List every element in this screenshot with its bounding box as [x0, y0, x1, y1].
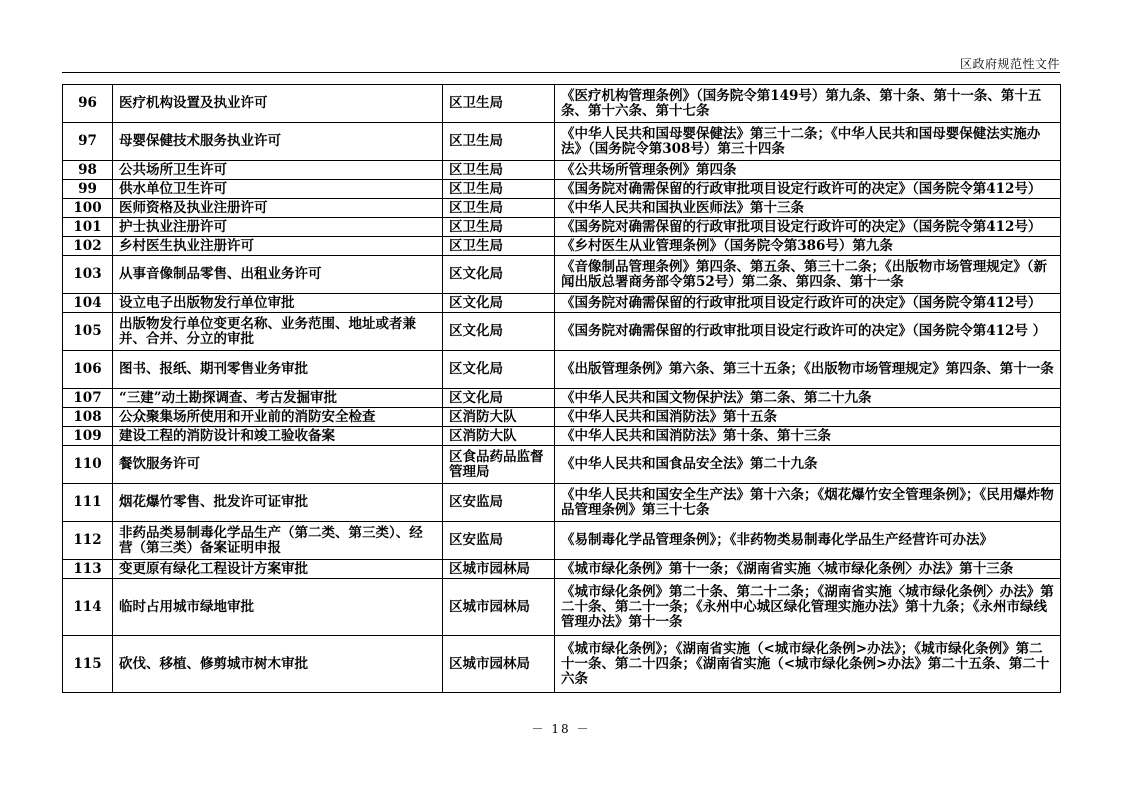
table-row	[63, 313, 1061, 351]
approval-item: 变更原有绿化工程设计方案审批	[113, 560, 443, 579]
department: 区卫生局	[443, 123, 555, 161]
header-divider	[62, 72, 1060, 73]
department: 区卫生局	[443, 199, 555, 218]
approval-items-table	[62, 84, 1061, 693]
row-number: 109	[63, 427, 113, 446]
row-number: 101	[63, 218, 113, 237]
legal-basis: 《中华人民共和国安全生产法》第十六条；《烟花爆竹安全管理条例》；《民用爆炸物品管理条例》第三十七条	[555, 484, 1061, 522]
department: 区文化局	[443, 389, 555, 408]
approval-item: 图书、报纸、期刊零售业务审批	[113, 351, 443, 389]
row-number: 104	[63, 294, 113, 313]
approval-item: 烟花爆竹零售、批发许可证审批	[113, 484, 443, 522]
department: 区城市园林局	[443, 636, 555, 693]
row-number: 108	[63, 408, 113, 427]
legal-basis: 《国务院对确需保留的行政审批项目设定行政许可的决定》（国务院令第412号 ）	[555, 313, 1061, 351]
approval-item: 出版物发行单位变更名称、业务范围、地址或者兼并、合并、分立的审批	[113, 313, 443, 351]
row-number: 111	[63, 484, 113, 522]
table-row	[63, 180, 1061, 199]
legal-basis: 《中华人民共和国食品安全法》第二十九条	[555, 446, 1061, 484]
legal-basis: 《国务院对确需保留的行政审批项目设定行政许可的决定》（国务院令第412号）	[555, 180, 1061, 199]
approval-item: 母婴保健技术服务执业许可	[113, 123, 443, 161]
legal-basis: 《国务院对确需保留的行政审批项目设定行政许可的决定》（国务院令第412号）	[555, 218, 1061, 237]
department: 区卫生局	[443, 85, 555, 123]
row-number: 105	[63, 313, 113, 351]
page-number: － 18 －	[531, 722, 591, 736]
department: 区消防大队	[443, 408, 555, 427]
approval-item: 乡村医生执业注册许可	[113, 237, 443, 256]
department: 区消防大队	[443, 427, 555, 446]
row-number: 113	[63, 560, 113, 579]
legal-basis: 《中华人民共和国母婴保健法》第三十二条；《中华人民共和国母婴保健法实施办法》（国务院令第308号）第三十四条	[555, 123, 1061, 161]
department: 区文化局	[443, 351, 555, 389]
row-number: 102	[63, 237, 113, 256]
row-number: 114	[63, 579, 113, 636]
row-number: 97	[63, 123, 113, 161]
department: 区卫生局	[443, 218, 555, 237]
table-row	[63, 123, 1061, 161]
approval-item: 从事音像制品零售、出租业务许可	[113, 256, 443, 294]
row-number: 107	[63, 389, 113, 408]
approval-item: 供水单位卫生许可	[113, 180, 443, 199]
department: 区文化局	[443, 294, 555, 313]
table-row	[63, 636, 1061, 693]
legal-basis: 《中华人民共和国消防法》第十五条	[555, 408, 1061, 427]
approval-item: 建设工程的消防设计和竣工验收备案	[113, 427, 443, 446]
legal-basis: 《国务院对确需保留的行政审批项目设定行政许可的决定》（国务院令第412号）	[555, 294, 1061, 313]
row-number: 96	[63, 85, 113, 123]
table-row	[63, 579, 1061, 636]
department: 区卫生局	[443, 161, 555, 180]
table-row	[63, 484, 1061, 522]
table-row	[63, 237, 1061, 256]
approval-item: 非药品类易制毒化学品生产（第二类、第三类）、经营（第三类）备案证明申报	[113, 522, 443, 560]
legal-basis: 《中华人民共和国文物保护法》第二条、第二十九条	[555, 389, 1061, 408]
table-row	[63, 256, 1061, 294]
document-type-label: 区政府规范性文件	[959, 57, 1060, 71]
table-row	[63, 560, 1061, 579]
row-number: 99	[63, 180, 113, 199]
table-row	[63, 351, 1061, 389]
table-row	[63, 427, 1061, 446]
row-number: 112	[63, 522, 113, 560]
approval-item: 医师资格及执业注册许可	[113, 199, 443, 218]
table-row	[63, 522, 1061, 560]
table-row	[63, 85, 1061, 123]
department: 区城市园林局	[443, 560, 555, 579]
row-number: 103	[63, 256, 113, 294]
row-number: 98	[63, 161, 113, 180]
legal-basis: 《中华人民共和国执业医师法》第十三条	[555, 199, 1061, 218]
approval-item: 护士执业注册许可	[113, 218, 443, 237]
department: 区食品药品监督管理局	[443, 446, 555, 484]
approval-item: “三建”动土勘探调查、考古发掘审批	[113, 389, 443, 408]
legal-basis: 《公共场所管理条例》第四条	[555, 161, 1061, 180]
legal-basis: 《易制毒化学品管理条例》；《非药物类易制毒化学品生产经营许可办法》	[555, 522, 1061, 560]
table-row	[63, 446, 1061, 484]
approval-item: 临时占用城市绿地审批	[113, 579, 443, 636]
department: 区安监局	[443, 484, 555, 522]
department: 区卫生局	[443, 237, 555, 256]
row-number: 100	[63, 199, 113, 218]
department: 区文化局	[443, 256, 555, 294]
legal-basis: 《医疗机构管理条例》（国务院令第149号）第九条、第十条、第十一条、第十五条、第十六条、第十七条	[555, 85, 1061, 123]
department: 区卫生局	[443, 180, 555, 199]
approval-item: 餐饮服务许可	[113, 446, 443, 484]
approval-item: 公众聚集场所使用和开业前的消防安全检查	[113, 408, 443, 427]
table-row	[63, 408, 1061, 427]
table-row	[63, 294, 1061, 313]
department: 区城市园林局	[443, 579, 555, 636]
table-row	[63, 389, 1061, 408]
legal-basis: 《城市绿化条例》第十一条；《湖南省实施〈城市绿化条例〉办法》第十三条	[555, 560, 1061, 579]
department: 区安监局	[443, 522, 555, 560]
legal-basis: 《乡村医生从业管理条例》（国务院令第386号）第九条	[555, 237, 1061, 256]
row-number: 115	[63, 636, 113, 693]
legal-basis: 《音像制品管理条例》第四条、第五条、第三十二条；《出版物市场管理规定》（新闻出版总署商务部令第52号）第二条、第四条、第十一条	[555, 256, 1061, 294]
table-row	[63, 161, 1061, 180]
row-number: 110	[63, 446, 113, 484]
legal-basis: 《城市绿化条例》第二十条、第二十二条；《湖南省实施〈城市绿化条例〉办法》第二十条、第二十一条；《永州中心城区绿化管理实施办法》第十九条；《永州市绿线管理办法》第十一条	[555, 579, 1061, 636]
approval-item: 医疗机构设置及执业许可	[113, 85, 443, 123]
table-row	[63, 199, 1061, 218]
table-row	[63, 218, 1061, 237]
legal-basis: 《中华人民共和国消防法》第十条、第十三条	[555, 427, 1061, 446]
legal-basis: 《出版管理条例》第六条、第三十五条；《出版物市场管理规定》第四条、第十一条	[555, 351, 1061, 389]
legal-basis: 《城市绿化条例》；《湖南省实施（<城市绿化条例>办法》；《城市绿化条例》第二十一条、第二十四条；《湖南省实施（<城市绿化条例>办法》第二十五条、第二十六条	[555, 636, 1061, 693]
approval-item: 设立电子出版物发行单位审批	[113, 294, 443, 313]
row-number: 106	[63, 351, 113, 389]
approval-item: 公共场所卫生许可	[113, 161, 443, 180]
department: 区文化局	[443, 313, 555, 351]
approval-item: 砍伐、移植、修剪城市树木审批	[113, 636, 443, 693]
